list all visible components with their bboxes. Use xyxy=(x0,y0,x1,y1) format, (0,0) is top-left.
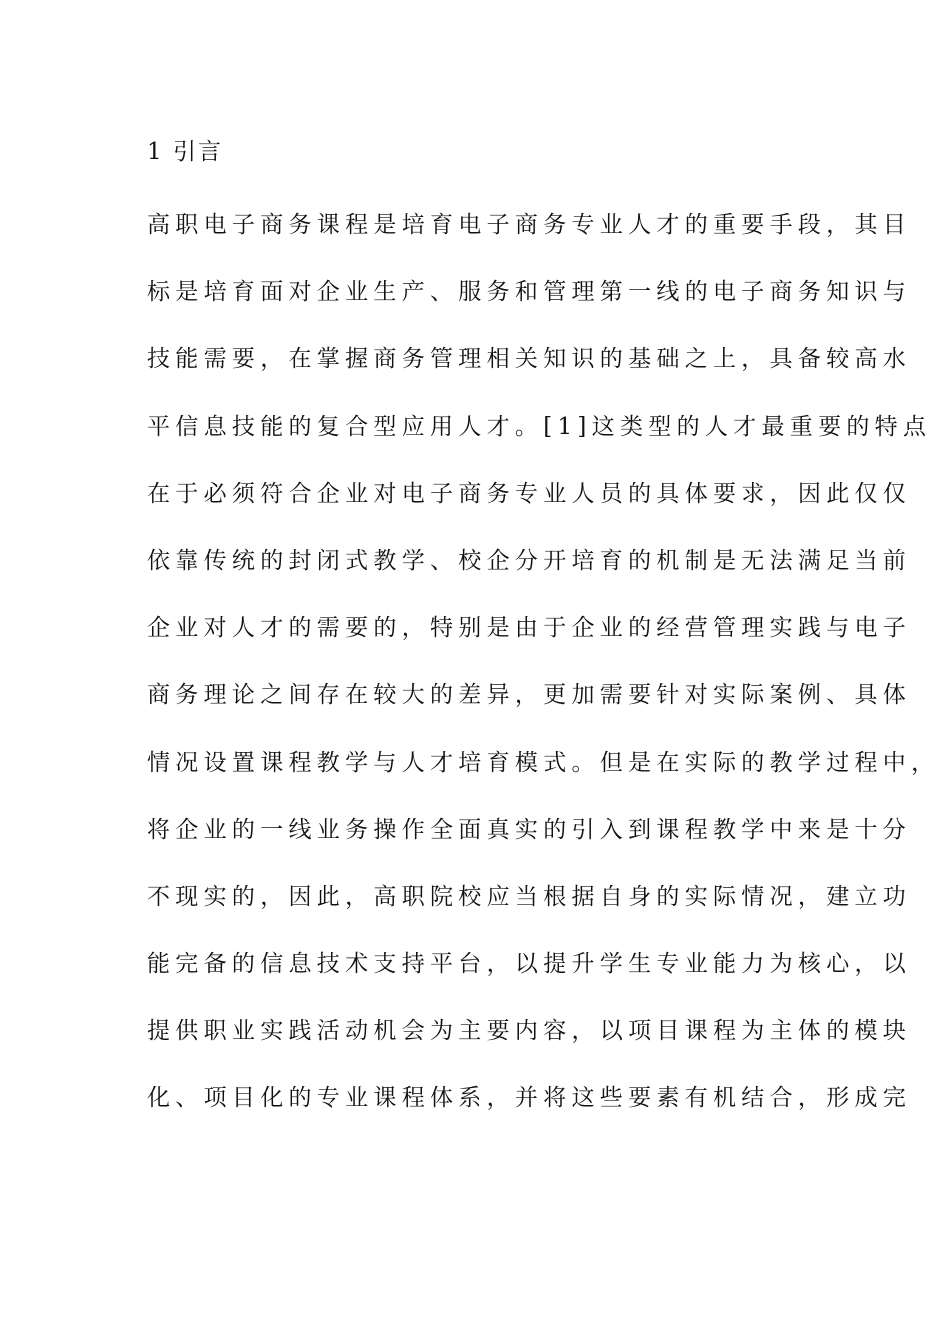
text-line: 化、项目化的专业课程体系，并将这些要素有机结合，形成完 xyxy=(147,1085,912,1112)
text-line: 能完备的信息技术支持平台，以提升学生专业能力为核心，以 xyxy=(147,951,912,978)
text-line: 提供职业实践活动机会为主要内容，以项目课程为主体的模块 xyxy=(147,1018,912,1045)
text-line: 不现实的，因此，高职院校应当根据自身的实际情况，建立功 xyxy=(147,883,912,910)
text-line: 平信息技能的复合型应用人才。[1]这类型的人才最重要的特点 xyxy=(147,413,932,440)
text-line: 标是培育面对企业生产、服务和管理第一线的电子商务知识与 xyxy=(147,279,912,306)
text-line: 依靠传统的封闭式教学、校企分开培育的机制是无法满足当前 xyxy=(147,547,912,574)
text-line: 情况设置课程教学与人才培育模式。但是在实际的教学过程中， xyxy=(147,749,940,776)
text-line: 将企业的一线业务操作全面真实的引入到课程教学中来是十分 xyxy=(147,816,912,843)
text-line: 技能需要，在掌握商务管理相关知识的基础之上，具备较高水 xyxy=(147,346,912,373)
text-line: 在于必须符合企业对电子商务专业人员的具体要求，因此仅仅 xyxy=(147,480,912,507)
body-paragraph xyxy=(147,205,940,1146)
text-line: 高职电子商务课程是培育电子商务专业人才的重要手段，其目 xyxy=(147,212,912,238)
text-line: 商务理论之间存在较大的差异，更加需要针对实际案例、具体 xyxy=(147,682,912,709)
section-heading: 1 引言 xyxy=(147,139,223,165)
text-line: 企业对人才的需要的，特别是由于企业的经营管理实践与电子 xyxy=(147,615,912,642)
